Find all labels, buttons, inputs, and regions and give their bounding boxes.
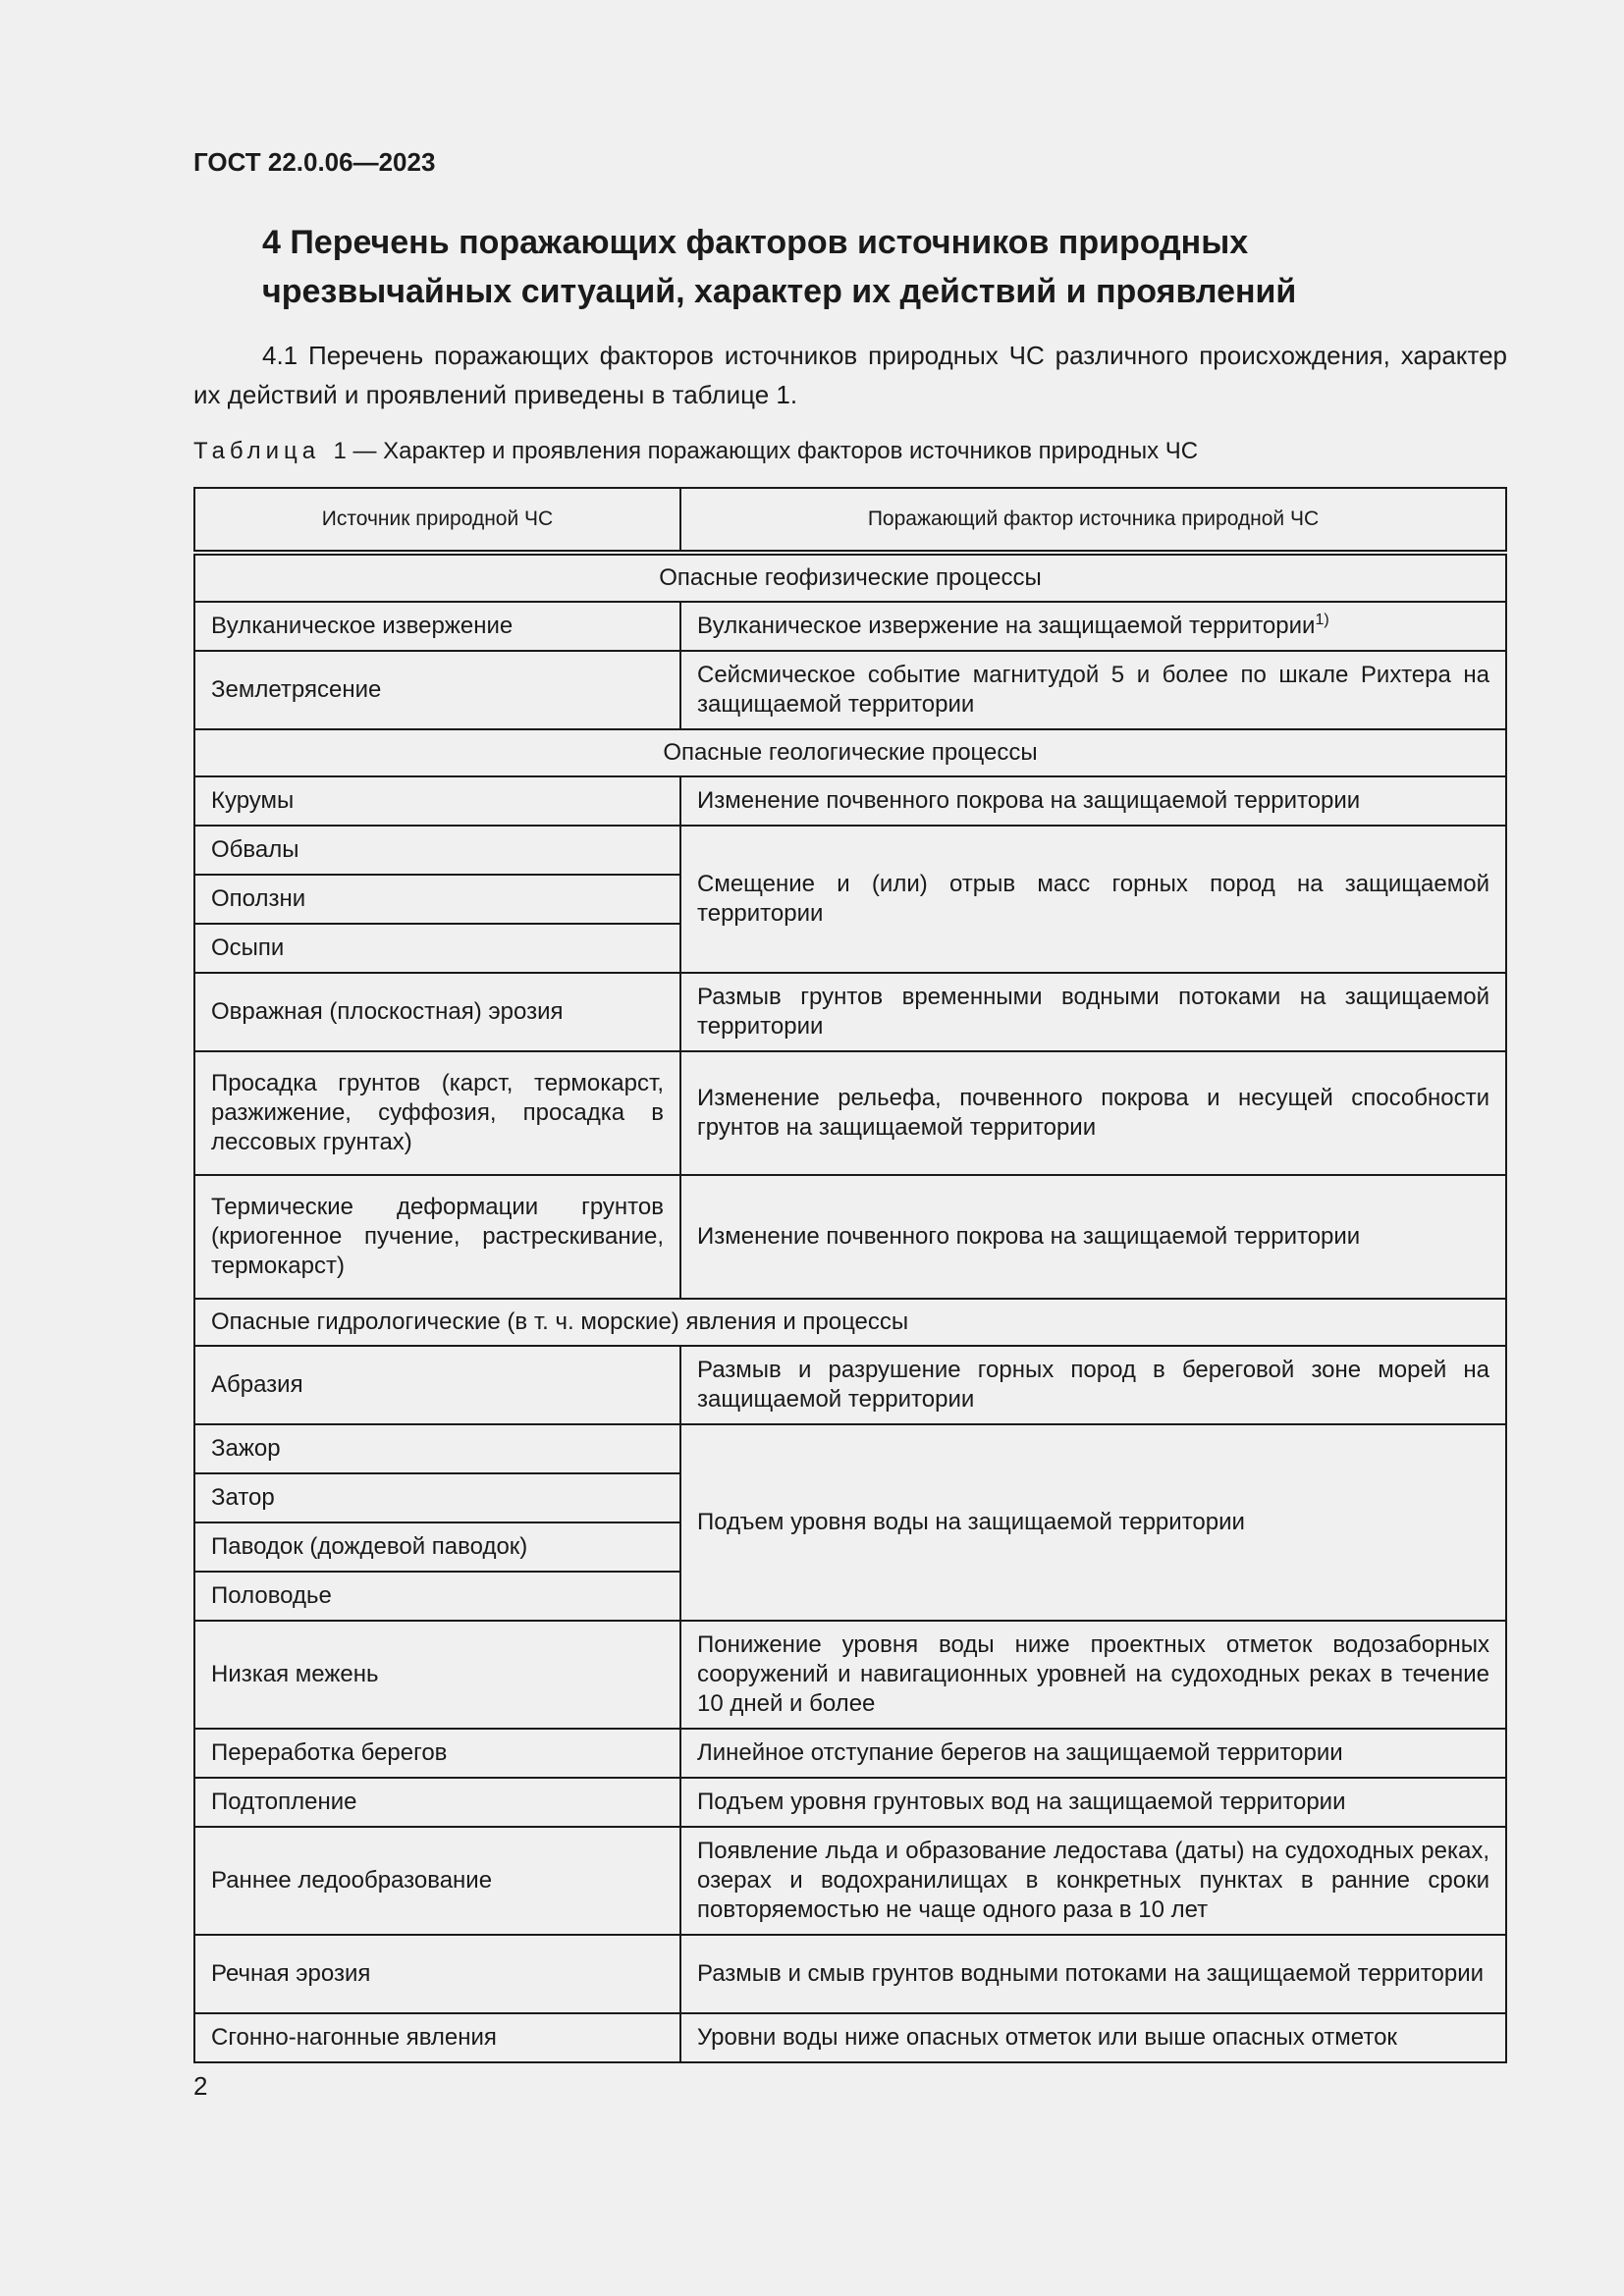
table-row	[194, 2013, 1506, 2062]
factor-cell: Сейсмическое событие магнитудой 5 и более по шкале Рихтера на защищаемой территории	[680, 651, 1506, 729]
source-cell: Абразия	[194, 1346, 680, 1424]
col1-header: Источник природной ЧС	[194, 488, 680, 553]
footnote-ref: 1)	[1315, 612, 1329, 628]
source-cell: Оползни	[194, 875, 680, 924]
source-cell: Раннее ледообразование	[194, 1827, 680, 1935]
source-cell: Речная эрозия	[194, 1935, 680, 2013]
factor-cell: Подъем уровня грунтовых вод на защищаемой территории	[680, 1778, 1506, 1827]
factor-cell: Подъем уровня воды на защищаемой территории	[680, 1424, 1506, 1621]
source-cell: Низкая межень	[194, 1621, 680, 1729]
source-cell: Переработка берегов	[194, 1729, 680, 1778]
source-cell: Вулканическое извержение	[194, 602, 680, 651]
source-cell: Зажор	[194, 1424, 680, 1473]
table-row	[194, 1827, 1506, 1935]
group-row	[194, 729, 1506, 776]
factor-cell: Понижение уровня воды ниже проектных отметок водозаборных сооружений и навигационных уровней на судоходных реках в течение 10 дней и более	[680, 1621, 1506, 1729]
source-cell: Землетрясение	[194, 651, 680, 729]
table-row	[194, 1729, 1506, 1778]
table-row	[194, 1621, 1506, 1729]
group-label: Опасные геофизические процессы	[194, 553, 1506, 602]
source-cell: Осыпи	[194, 924, 680, 973]
table-caption-text: 1 — Характер и проявления поражающих факторов источников природных ЧС	[333, 438, 1199, 464]
table-row	[194, 1346, 1506, 1424]
table-row	[194, 1778, 1506, 1827]
section-title: 4 Перечень поражающих факторов источников природных чрезвычайных ситуаций, характер их действий и проявлений	[262, 224, 1297, 310]
factor-cell: Появление льда и образование ледостава (даты) на судоходных реках, озерах и водохранилищах в конкретных пунктах в ранние сроки повторяемостью не чаще одного раза в 10 лет	[680, 1827, 1506, 1935]
table-caption	[193, 438, 1198, 465]
table-row	[194, 1051, 1506, 1175]
table-row	[194, 1175, 1506, 1299]
table-row	[194, 1935, 1506, 2013]
group-row	[194, 553, 1506, 602]
source-cell: Половодье	[194, 1572, 680, 1621]
factor-cell: Изменение почвенного покрова на защищаемой территории	[680, 776, 1506, 826]
table-row	[194, 973, 1506, 1051]
table-row	[194, 776, 1506, 826]
group-row	[194, 1299, 1506, 1346]
factor-cell: Смещение и (или) отрыв масс горных пород на защищаемой территории	[680, 826, 1506, 973]
table-caption-label: Таблица	[193, 438, 321, 464]
factor-text: Вулканическое извержение на защищаемой территории	[697, 613, 1316, 639]
group-label: Опасные геологические процессы	[194, 729, 1506, 776]
source-cell: Паводок (дождевой паводок)	[194, 1522, 680, 1572]
table-header-row	[194, 488, 1506, 553]
factor-cell: Размыв и смыв грунтов водными потоками на защищаемой территории	[680, 1935, 1506, 2013]
source-cell: Подтопление	[194, 1778, 680, 1827]
source-cell: Сгонно-нагонные явления	[194, 2013, 680, 2062]
factor-cell	[680, 602, 1506, 651]
source-cell: Просадка грунтов (карст, термокарст, разжижение, суффозия, просадка в лессовых грунтах)	[194, 1051, 680, 1175]
factor-cell: Уровни воды ниже опасных отметок или выше опасных отметок	[680, 2013, 1506, 2062]
source-cell: Курумы	[194, 776, 680, 826]
table-row	[194, 602, 1506, 651]
table-row	[194, 651, 1506, 729]
group-label: Опасные гидрологические (в т. ч. морские) явления и процессы	[194, 1299, 1506, 1346]
document-header: ГОСТ 22.0.06—2023	[193, 147, 436, 177]
factor-cell: Изменение рельефа, почвенного покрова и несущей способности грунтов на защищаемой территории	[680, 1051, 1506, 1175]
table-row	[194, 826, 1506, 875]
factor-cell: Линейное отступание берегов на защищаемой территории	[680, 1729, 1506, 1778]
source-cell: Обвалы	[194, 826, 680, 875]
factor-cell: Изменение почвенного покрова на защищаемой территории	[680, 1175, 1506, 1299]
source-cell: Затор	[194, 1473, 680, 1522]
table-row	[194, 1424, 1506, 1473]
source-cell: Термические деформации грунтов (криогенное пучение, растрескивание, термокарст)	[194, 1175, 680, 1299]
factor-cell: Размыв грунтов временными водными потоками на защищаемой территории	[680, 973, 1506, 1051]
factor-cell: Размыв и разрушение горных пород в береговой зоне морей на защищаемой территории	[680, 1346, 1506, 1424]
intro-paragraph: 4.1 Перечень поражающих факторов источников природных ЧС различного происхождения, характер их действий и проявлений приведены в таблице 1.	[193, 341, 1507, 409]
source-cell: Овражная (плоскостная) эрозия	[194, 973, 680, 1051]
page-number: 2	[193, 2071, 208, 2101]
col2-header: Поражающий фактор источника природной ЧС	[680, 488, 1506, 553]
hazard-table	[193, 487, 1507, 2063]
